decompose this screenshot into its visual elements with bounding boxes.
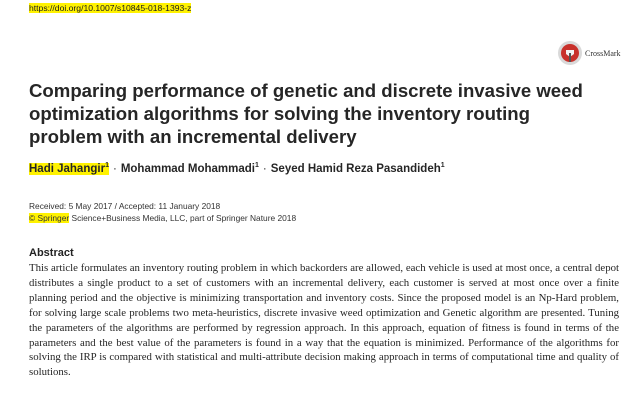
author-separator: · [112, 162, 117, 175]
doi-text[interactable]: https://doi.org/10.1007/s10845-018-1393-z [29, 3, 192, 13]
author-name-1[interactable]: Hadi Jahangir$^1$ [29, 162, 109, 175]
paper-title: Comparing performance of genetic and discrete invasive weed optimization algorithms for solving the inventory routing problem with an incremental delivery [29, 80, 583, 147]
copyright-text: Science+Business Media, LLC, part of Springer Nature 2018 [69, 213, 297, 223]
author-name-3[interactable]: Seyed Hamid Reza Pasandideh$^1$ [270, 162, 445, 175]
author-affiliation-3: 1 [440, 162, 445, 169]
copyright-publisher: © Springer [29, 213, 70, 223]
author-affiliation-1: 1 [105, 162, 109, 169]
doi-link[interactable] [29, 3, 191, 13]
abstract-heading: Abstract [29, 247, 74, 259]
author-affiliation-2: 1 [255, 162, 259, 169]
crossmark-badge[interactable] [557, 40, 621, 66]
copyright-line [29, 213, 296, 223]
crossmark-icon [557, 40, 583, 66]
author-name-2[interactable]: Mohammad Mohammadi$^1$ [120, 162, 259, 175]
received-dates: Received: 5 May 2017 / Accepted: 11 January 2018 [29, 201, 221, 211]
crossmark-label: CrossMark [585, 48, 621, 58]
abstract-body: This article formulates an inventory routing problem in which backorders are allowed, each vehicle is used at most once, a central depot distributes a single product to a set of customers with an incremental delivery, each customer is served at most once over a finite planning period and the objective is minimizing transportation and inventory costs. Since the proposed model is an Np-Hard problem, for solving large scale problems two meta-heuristics, discrete invasive weed optimization and Genetic algorithm are presented. Tuning the parameters of the algorithms are performed by regression approach. In this approach, equation of fitness is found in terms of the parameters and the best value of the parameters is found in a way that the equation is minimized. Performance of the algorithms for solving the IRP is compared with statistical and multi-attribute decision making approach in terms of computational time and quality of solutions. [29, 262, 619, 379]
author-separator: · [262, 162, 267, 175]
author-list [29, 162, 445, 175]
